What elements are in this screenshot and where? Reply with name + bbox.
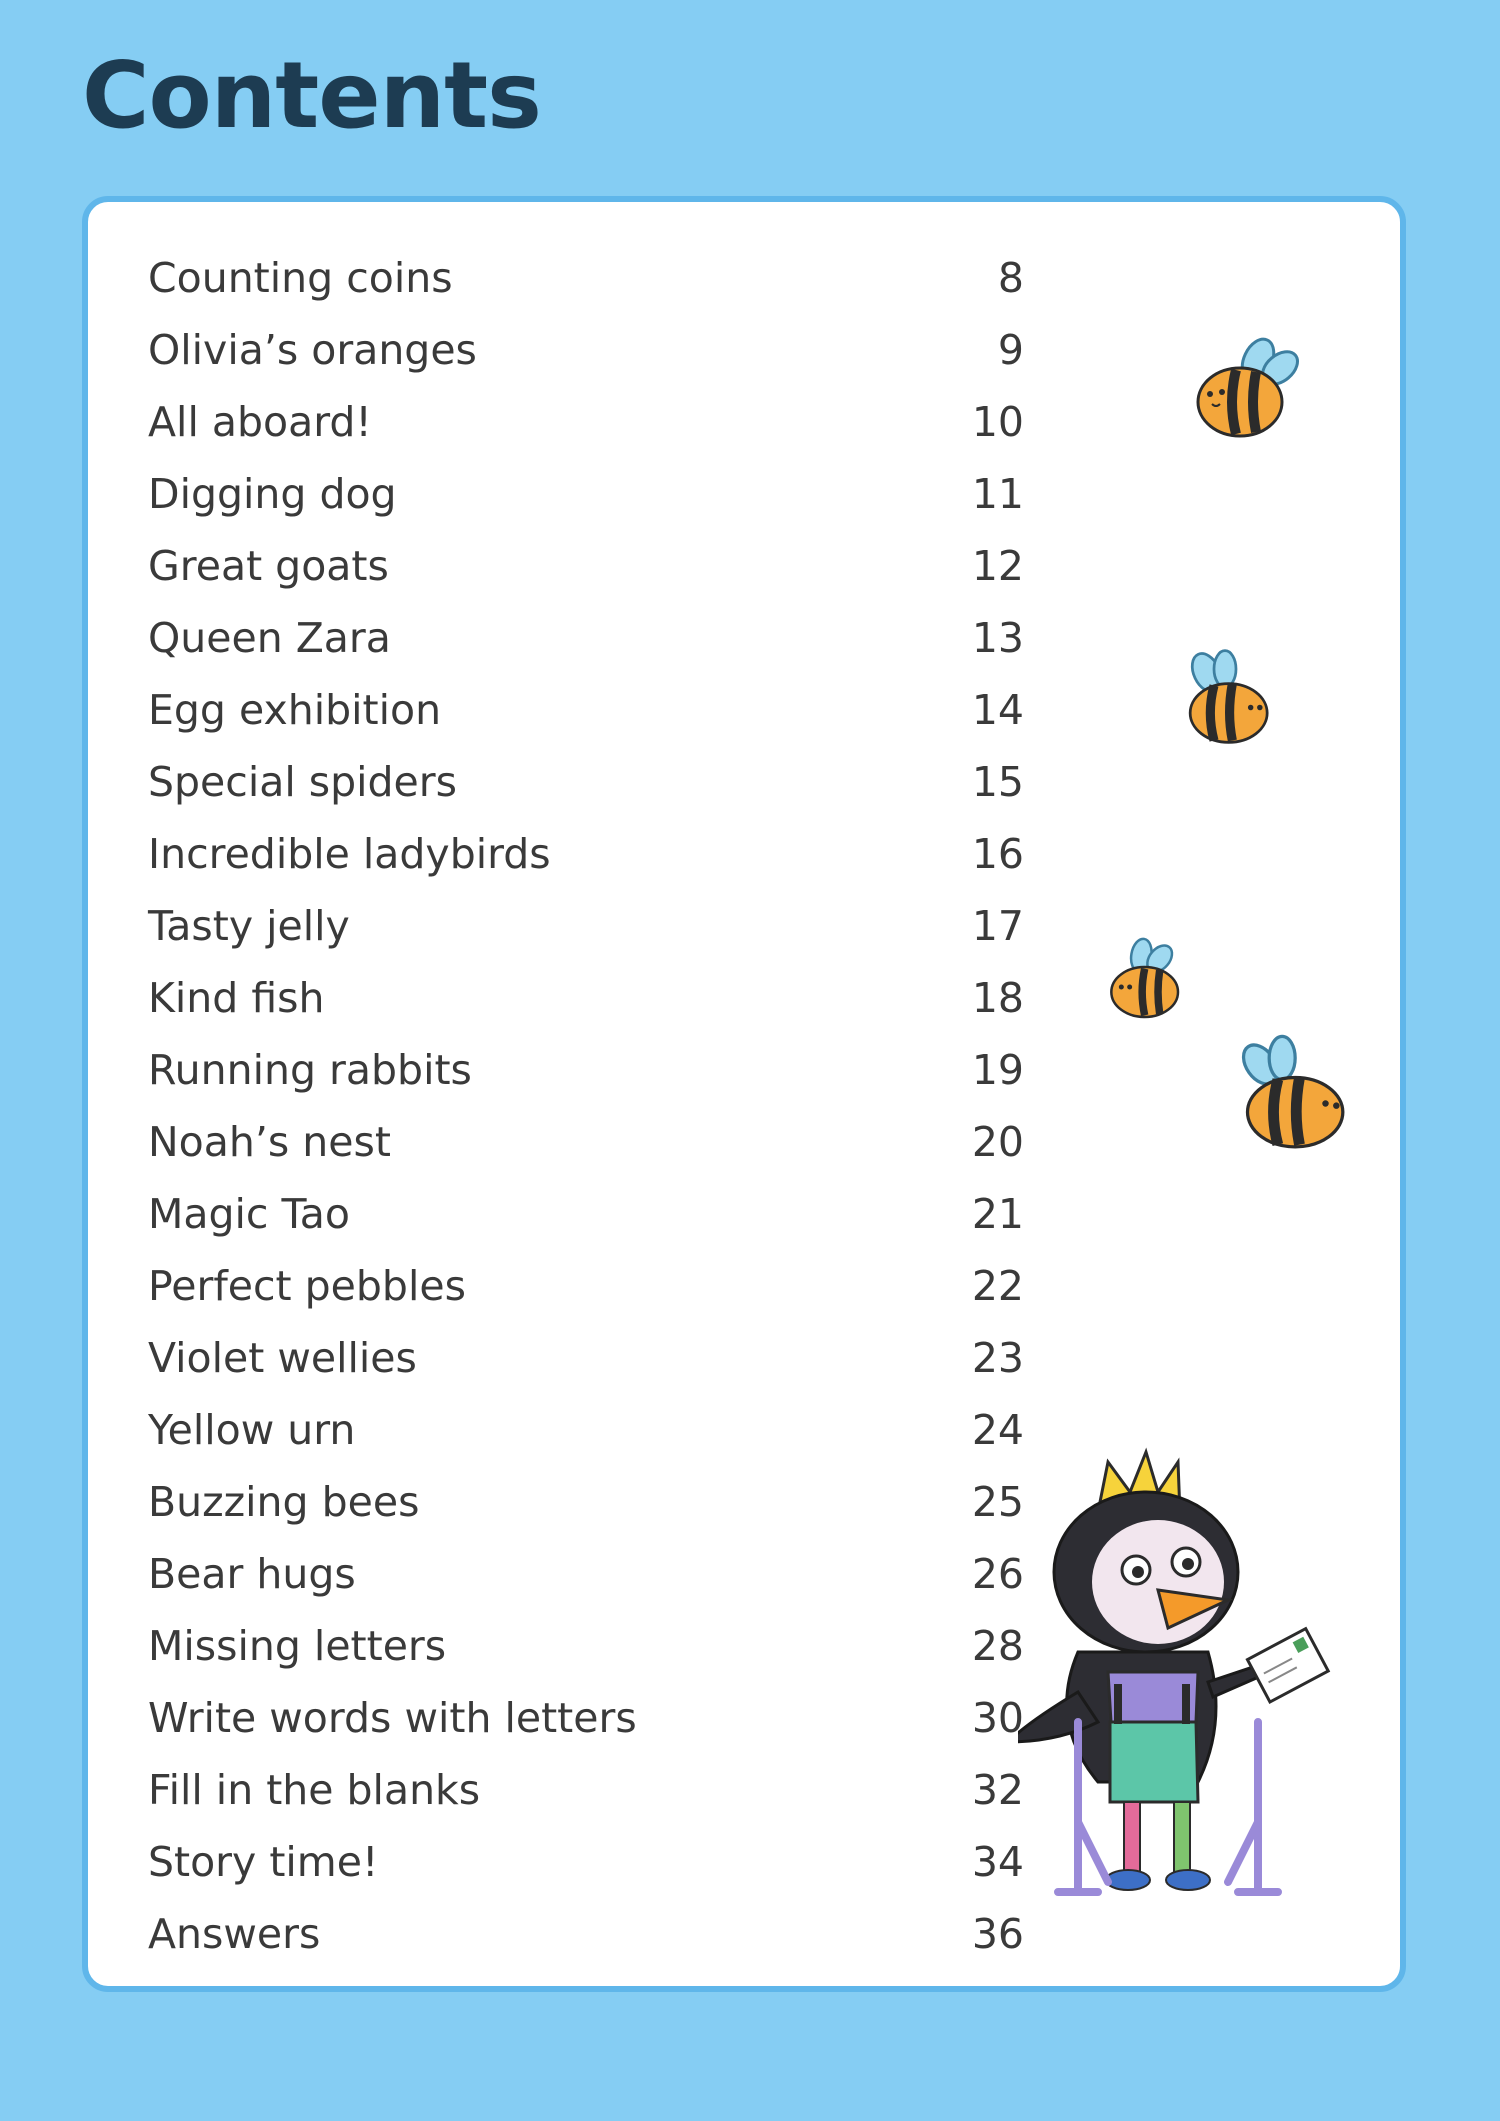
toc-entry-title: Special spiders — [148, 758, 458, 806]
toc-entry[interactable] — [148, 530, 1024, 602]
toc-entry[interactable] — [148, 242, 1024, 314]
toc-entry-title: Missing letters — [148, 1622, 447, 1670]
toc-entry[interactable] — [148, 1034, 1024, 1106]
toc-entry[interactable] — [148, 386, 1024, 458]
toc-entry[interactable] — [148, 746, 1024, 818]
toc-entry-title: Perfect pebbles — [148, 1262, 466, 1310]
toc-entry-title: Great goats — [148, 542, 389, 590]
toc-entry[interactable] — [148, 602, 1024, 674]
toc-entry-page: 14 — [971, 686, 1024, 734]
toc-entry[interactable] — [148, 818, 1024, 890]
toc-entry[interactable] — [148, 1322, 1024, 1394]
toc-entry-title: Yellow urn — [148, 1406, 356, 1454]
bee-icon — [1228, 1032, 1358, 1162]
toc-entry-page: 12 — [971, 542, 1024, 590]
toc-entry-title: Noah’s nest — [148, 1118, 391, 1166]
toc-entry[interactable] — [148, 1466, 1024, 1538]
toc-entry-page: 28 — [971, 1622, 1024, 1670]
toc-entry[interactable] — [148, 1610, 1024, 1682]
page-title: Contents — [82, 42, 541, 149]
toc-entry-title: Buzzing bees — [148, 1478, 420, 1526]
toc-entry-title: Bear hugs — [148, 1550, 356, 1598]
toc-entry[interactable] — [148, 1394, 1024, 1466]
toc-entry-title: Counting coins — [148, 254, 453, 302]
toc-entry-page: 32 — [971, 1766, 1024, 1814]
toc-entry-page: 25 — [971, 1478, 1024, 1526]
toc-entry-title: Running rabbits — [148, 1046, 472, 1094]
toc-entry[interactable] — [148, 674, 1024, 746]
toc-entry-page: 36 — [971, 1910, 1024, 1958]
toc-entry[interactable] — [148, 1106, 1024, 1178]
toc-entry-title: Olivia’s oranges — [148, 326, 477, 374]
table-of-contents — [148, 242, 1024, 1970]
toc-entry-title: Queen Zara — [148, 614, 391, 662]
toc-entry[interactable] — [148, 1250, 1024, 1322]
toc-entry-page: 18 — [971, 974, 1024, 1022]
toc-entry-page: 17 — [971, 902, 1024, 950]
toc-entry-page: 21 — [971, 1190, 1024, 1238]
toc-entry-page: 8 — [997, 254, 1024, 302]
toc-entry-page: 24 — [971, 1406, 1024, 1454]
toc-entry-page: 26 — [971, 1550, 1024, 1598]
toc-entry-title: Violet wellies — [148, 1334, 417, 1382]
toc-entry[interactable] — [148, 458, 1024, 530]
toc-entry-title: Magic Tao — [148, 1190, 350, 1238]
contents-panel — [82, 196, 1406, 1992]
toc-entry-page: 15 — [971, 758, 1024, 806]
toc-entry-title: Answers — [148, 1910, 321, 1958]
toc-entry-page: 16 — [971, 830, 1024, 878]
toc-entry-title: Fill in the blanks — [148, 1766, 481, 1814]
toc-entry-title: Story time! — [148, 1838, 379, 1886]
toc-entry[interactable] — [148, 314, 1024, 386]
bee-icon — [1098, 932, 1198, 1032]
toc-entry[interactable] — [148, 890, 1024, 962]
toc-entry[interactable] — [148, 962, 1024, 1034]
toc-entry-page: 34 — [971, 1838, 1024, 1886]
toc-entry-title: Tasty jelly — [148, 902, 350, 950]
bee-icon — [1170, 647, 1280, 757]
toc-entry-page: 11 — [971, 470, 1024, 518]
toc-entry-title: Write words with letters — [148, 1694, 637, 1742]
toc-entry[interactable] — [148, 1754, 1024, 1826]
toc-entry-page: 10 — [971, 398, 1024, 446]
toc-entry-page: 13 — [971, 614, 1024, 662]
toc-entry-page: 22 — [971, 1262, 1024, 1310]
toc-entry-title: Digging dog — [148, 470, 397, 518]
toc-entry-page: 9 — [997, 326, 1024, 374]
toc-entry-title: All aboard! — [148, 398, 372, 446]
toc-entry[interactable] — [148, 1178, 1024, 1250]
toc-entry[interactable] — [148, 1826, 1024, 1898]
toc-entry[interactable] — [148, 1682, 1024, 1754]
toc-entry-page: 30 — [971, 1694, 1024, 1742]
toc-entry-title: Egg exhibition — [148, 686, 442, 734]
bee-icon — [1188, 332, 1308, 452]
toc-entry-title: Incredible ladybirds — [148, 830, 551, 878]
toc-entry-page: 19 — [971, 1046, 1024, 1094]
toc-entry[interactable] — [148, 1898, 1024, 1970]
toc-entry-page: 23 — [971, 1334, 1024, 1382]
penguin-character-icon — [1018, 1422, 1358, 1922]
toc-entry-page: 20 — [971, 1118, 1024, 1166]
toc-entry-title: Kind fish — [148, 974, 325, 1022]
toc-entry[interactable] — [148, 1538, 1024, 1610]
